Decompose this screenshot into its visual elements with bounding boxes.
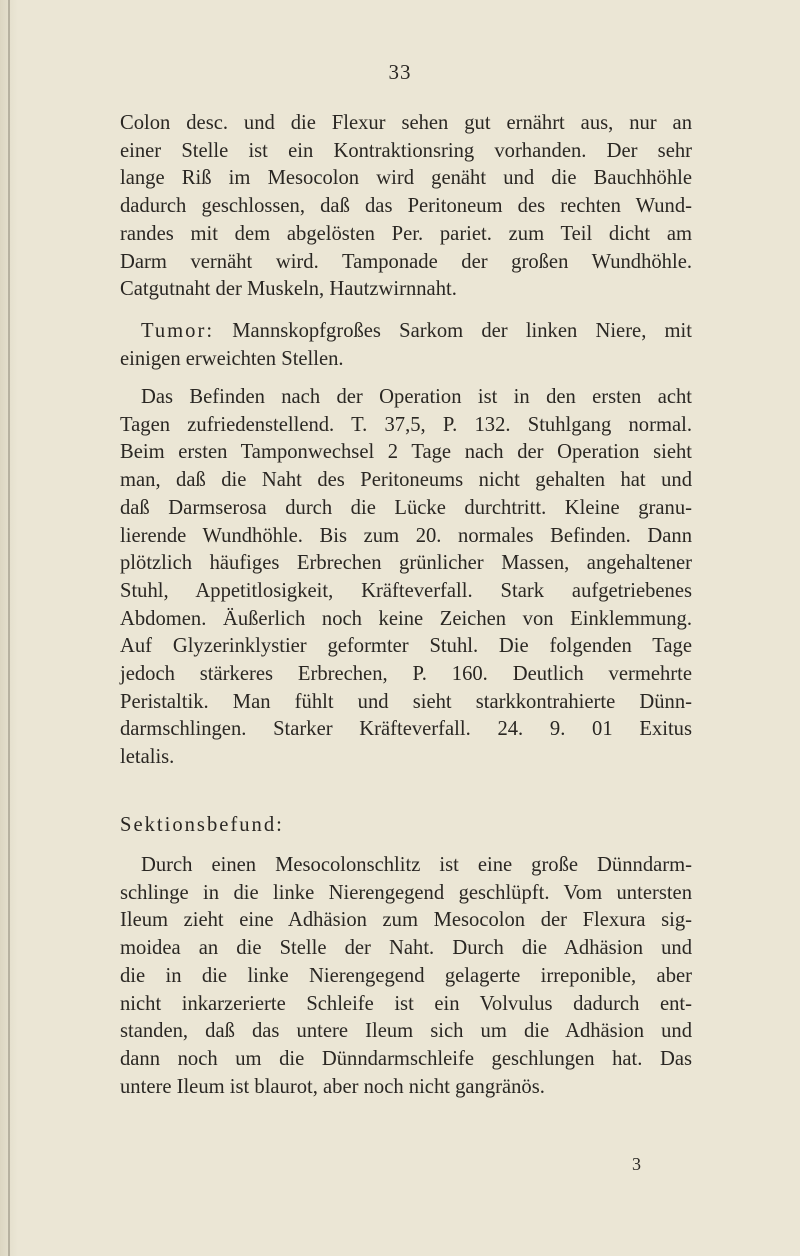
text-line: einer Stelle ist ein Kontraktionsring vorhanden. Der sehr (120, 139, 692, 162)
text-line: dadurch geschlossen, daß das Peritoneum des rechten Wund- (120, 195, 692, 218)
text-line: Beim ersten Tamponwechsel 2 Tage nach der Operation sieht (120, 441, 692, 464)
text-line: plötzlich häufiges Erbrechen grünlicher Massen, angehaltener (120, 552, 692, 575)
text-line: lierende Wundhöhle. Bis zum 20. normales Befinden. Dann (120, 524, 692, 547)
text-line: einigen erweichten Stellen. (120, 347, 344, 370)
text-line: moidea an die Stelle der Naht. Durch die Adhäsion und (120, 937, 692, 960)
text-line: darmschlingen. Starker Kräfteverfall. 24. 9. 01 Exitus (120, 718, 692, 741)
paragraph-postoperative-course (120, 384, 692, 772)
text-line: schlinge in die linke Nierengegend geschlüpft. Vom untersten (120, 881, 692, 904)
text-line: Durch einen Mesocolonschlitz ist eine große Dünndarm- (141, 854, 692, 876)
tumor-label: Tumor: (141, 320, 215, 342)
paragraph-operation-report (120, 110, 692, 304)
page-binding-line (8, 0, 10, 1256)
text-line: daß Darmserosa durch die Lücke durchtritt. Kleine granu- (120, 496, 692, 519)
text-line: man, daß die Naht des Peritoneums nicht gehalten hat und (120, 469, 692, 492)
text-line: Stuhl, Appetitlosigkeit, Kräfteverfall. Stark aufgetriebenes (120, 579, 692, 602)
text-line: die in die linke Nierengegend gelagerte irreponible, aber (120, 964, 692, 987)
text-line: randes mit dem abgelösten Per. pariet. zum Teil dicht am (120, 222, 692, 245)
paragraph-tumor (120, 318, 692, 373)
text-line: Tagen zufriedenstellend. T. 37,5, P. 132. Stuhlgang normal. (120, 413, 692, 436)
text-line: Darm vernäht wird. Tamponade der großen Wundhöhle. (120, 250, 692, 273)
tumor-description: Mannskopfgroßes Sarkom der linken Niere, mit (232, 320, 692, 342)
paragraph-autopsy-findings (120, 852, 692, 1101)
text-line: letalis. (120, 746, 175, 769)
text-line: untere Ileum ist blaurot, aber noch nicht gangränös. (120, 1075, 545, 1098)
printer-signature-mark: 3 (632, 1154, 641, 1174)
page-number: 33 (388, 60, 412, 84)
text-line: lange Riß im Mesocolon wird genäht und die Bauchhöhle (120, 167, 692, 190)
section-heading: Sektionsbefund: (120, 814, 284, 836)
section-heading-block (120, 812, 692, 840)
text-line: Colon desc. und die Flexur sehen gut ernährt aus, nur an (120, 112, 692, 134)
text-line: nicht inkarzerierte Schleife ist ein Volvulus dadurch ent- (120, 992, 692, 1015)
text-line (120, 318, 692, 346)
text-line: Peristaltik. Man fühlt und sieht starkkontrahierte Dünn- (120, 690, 692, 713)
text-line: Abdomen. Äußerlich noch keine Zeichen von Einklemmung. (120, 607, 692, 630)
text-line: jedoch stärkeres Erbrechen, P. 160. Deutlich vermehrte (120, 663, 692, 686)
text-line: Das Befinden nach der Operation ist in den ersten acht (141, 386, 692, 408)
text-line: Ileum zieht eine Adhäsion zum Mesocolon der Flexura sig- (120, 909, 692, 932)
text-line: Auf Glyzerinklystier geformter Stuhl. Die folgenden Tage (120, 635, 692, 658)
text-line: standen, daß das untere Ileum sich um die Adhäsion und (120, 1020, 692, 1043)
text-line: Catgutnaht der Muskeln, Hautzwirnnaht. (120, 278, 457, 301)
text-line: dann noch um die Dünndarmschleife geschlungen hat. Das (120, 1047, 692, 1070)
